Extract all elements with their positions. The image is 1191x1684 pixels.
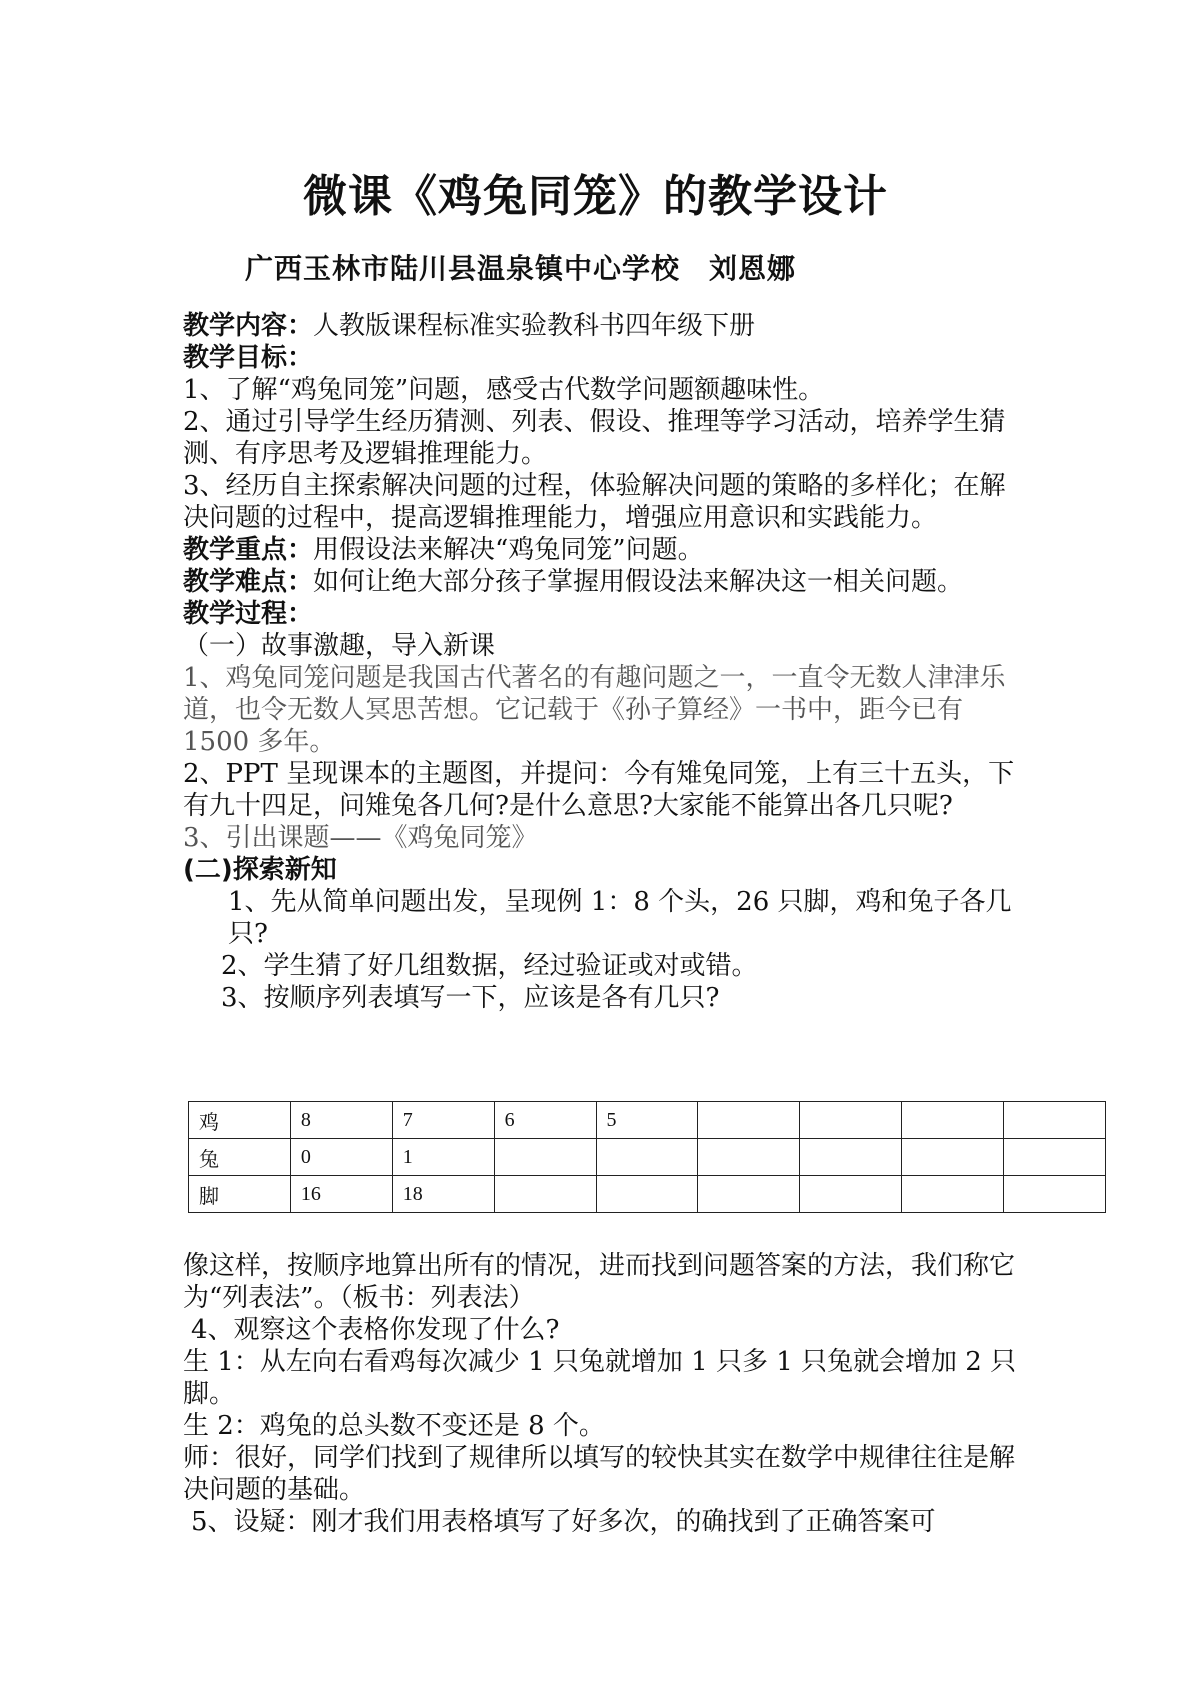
- table-cell: [698, 1102, 800, 1139]
- key-point-paragraph: [183, 534, 1023, 566]
- table-cell: 鸡: [189, 1102, 291, 1139]
- table-row: [189, 1176, 1106, 1213]
- table-cell: 5: [596, 1102, 698, 1139]
- table-cell: [698, 1139, 800, 1176]
- table-cell: 1: [392, 1139, 494, 1176]
- document-title: 微课《鸡兔同笼》的教学设计: [303, 171, 888, 222]
- table-cell: 7: [392, 1102, 494, 1139]
- table-cell: [1004, 1139, 1106, 1176]
- goals-label: 教学目标：: [183, 343, 314, 373]
- part2-item: 2、学生猜了好几组数据，经过验证或对或错。: [221, 951, 758, 981]
- table-cell: [902, 1139, 1004, 1176]
- document-body-continued: [183, 1250, 1023, 1538]
- author-line: 广西玉林市陆川县温泉镇中心学校 刘恩娜: [245, 252, 797, 285]
- table-cell: [596, 1139, 698, 1176]
- table-cell: [494, 1139, 596, 1176]
- part2-item: 1、先从简单问题出发，呈现例 1：8 个头，26 只脚，鸡和兔子各几只?: [228, 887, 1012, 949]
- part1-item: 1、鸡兔同笼问题是我国古代著名的有趣问题之一，一直令无数人津津乐道，也令无数人冥思苦想。它记载于《孙子算经》一书中，距今已有 1500 多年。: [183, 663, 1006, 757]
- process-label: 教学过程：: [183, 599, 314, 629]
- paragraph: 4、观察这个表格你发现了什么?: [191, 1315, 560, 1345]
- goals-heading: [183, 342, 1023, 374]
- table-cell: 16: [290, 1176, 392, 1213]
- goal-item: 1、了解“鸡兔同笼”问题，感受古代数学问题额趣味性。: [183, 375, 825, 405]
- table-row: [189, 1139, 1106, 1176]
- difficulty-text: 如何让绝大部分孩子掌握用假设法来解决这一相关问题。: [313, 567, 964, 597]
- goal-item: 2、通过引导学生经历猜测、列表、假设、推理等学习活动，培养学生猜测、有序思考及逻辑推理能力。: [183, 407, 1006, 469]
- table-cell: [596, 1176, 698, 1213]
- content-label: 教学内容：: [183, 311, 314, 341]
- process-heading: [183, 598, 1023, 630]
- difficulty-label: 教学难点：: [183, 567, 314, 597]
- table-cell: [1004, 1176, 1106, 1213]
- table-row: [189, 1102, 1106, 1139]
- part1-heading: （一）故事激趣，导入新课: [183, 631, 496, 661]
- listing-table: [188, 1101, 1106, 1213]
- part1-item: 2、PPT 呈现课本的主题图，并提问：今有雉兔同笼，上有三十五头，下有九十四足，问雉兔各几何?是什么意思?大家能不能算出各几只呢?: [183, 759, 1015, 821]
- table-cell: [1004, 1102, 1106, 1139]
- table-cell: 8: [290, 1102, 392, 1139]
- part1-item: 3、引出课题——《鸡兔同笼》: [183, 823, 538, 853]
- table-cell: 脚: [189, 1176, 291, 1213]
- document-body: [183, 310, 1023, 1014]
- paragraph: 师：很好，同学们找到了规律所以填写的较快其实在数学中规律往往是解决问题的基础。: [183, 1443, 1016, 1505]
- table-cell: [494, 1176, 596, 1213]
- key-point-label: 教学重点：: [183, 535, 314, 565]
- content-text: 人教版课程标准实验教科书四年级下册: [313, 311, 756, 341]
- part2-heading: (二)探索新知: [183, 855, 337, 885]
- goal-item: 3、经历自主探索解决问题的过程，体验解决问题的策略的多样化；在解决问题的过程中，提高逻辑推理能力，增强应用意识和实践能力。: [183, 471, 1006, 533]
- content-paragraph: [183, 310, 1023, 342]
- table-cell: [800, 1176, 902, 1213]
- table-cell: 0: [290, 1139, 392, 1176]
- table-cell: [800, 1139, 902, 1176]
- table-cell: 6: [494, 1102, 596, 1139]
- paragraph: 像这样，按顺序地算出所有的情况，进而找到问题答案的方法，我们称它为“列表法”。（板书：列表法）: [183, 1251, 1016, 1313]
- table-cell: [902, 1102, 1004, 1139]
- table-cell: [800, 1102, 902, 1139]
- paragraph: 5、设疑：刚才我们用表格填写了好多次，的确找到了正确答案可: [191, 1507, 936, 1537]
- paragraph: 生 1：从左向右看鸡每次减少 1 只兔就增加 1 只多 1 只兔就会增加 2 只脚。: [183, 1347, 1017, 1409]
- table-cell: 兔: [189, 1139, 291, 1176]
- paragraph: 生 2：鸡兔的总头数不变还是 8 个。: [183, 1411, 605, 1441]
- difficulty-paragraph: [183, 566, 1023, 598]
- table-cell: [902, 1176, 1004, 1213]
- table-cell: [698, 1176, 800, 1213]
- part2-item: 3、按顺序列表填写一下，应该是各有几只?: [221, 983, 720, 1013]
- key-point-text: 用假设法来解决“鸡兔同笼”问题。: [313, 535, 704, 565]
- table-cell: 18: [392, 1176, 494, 1213]
